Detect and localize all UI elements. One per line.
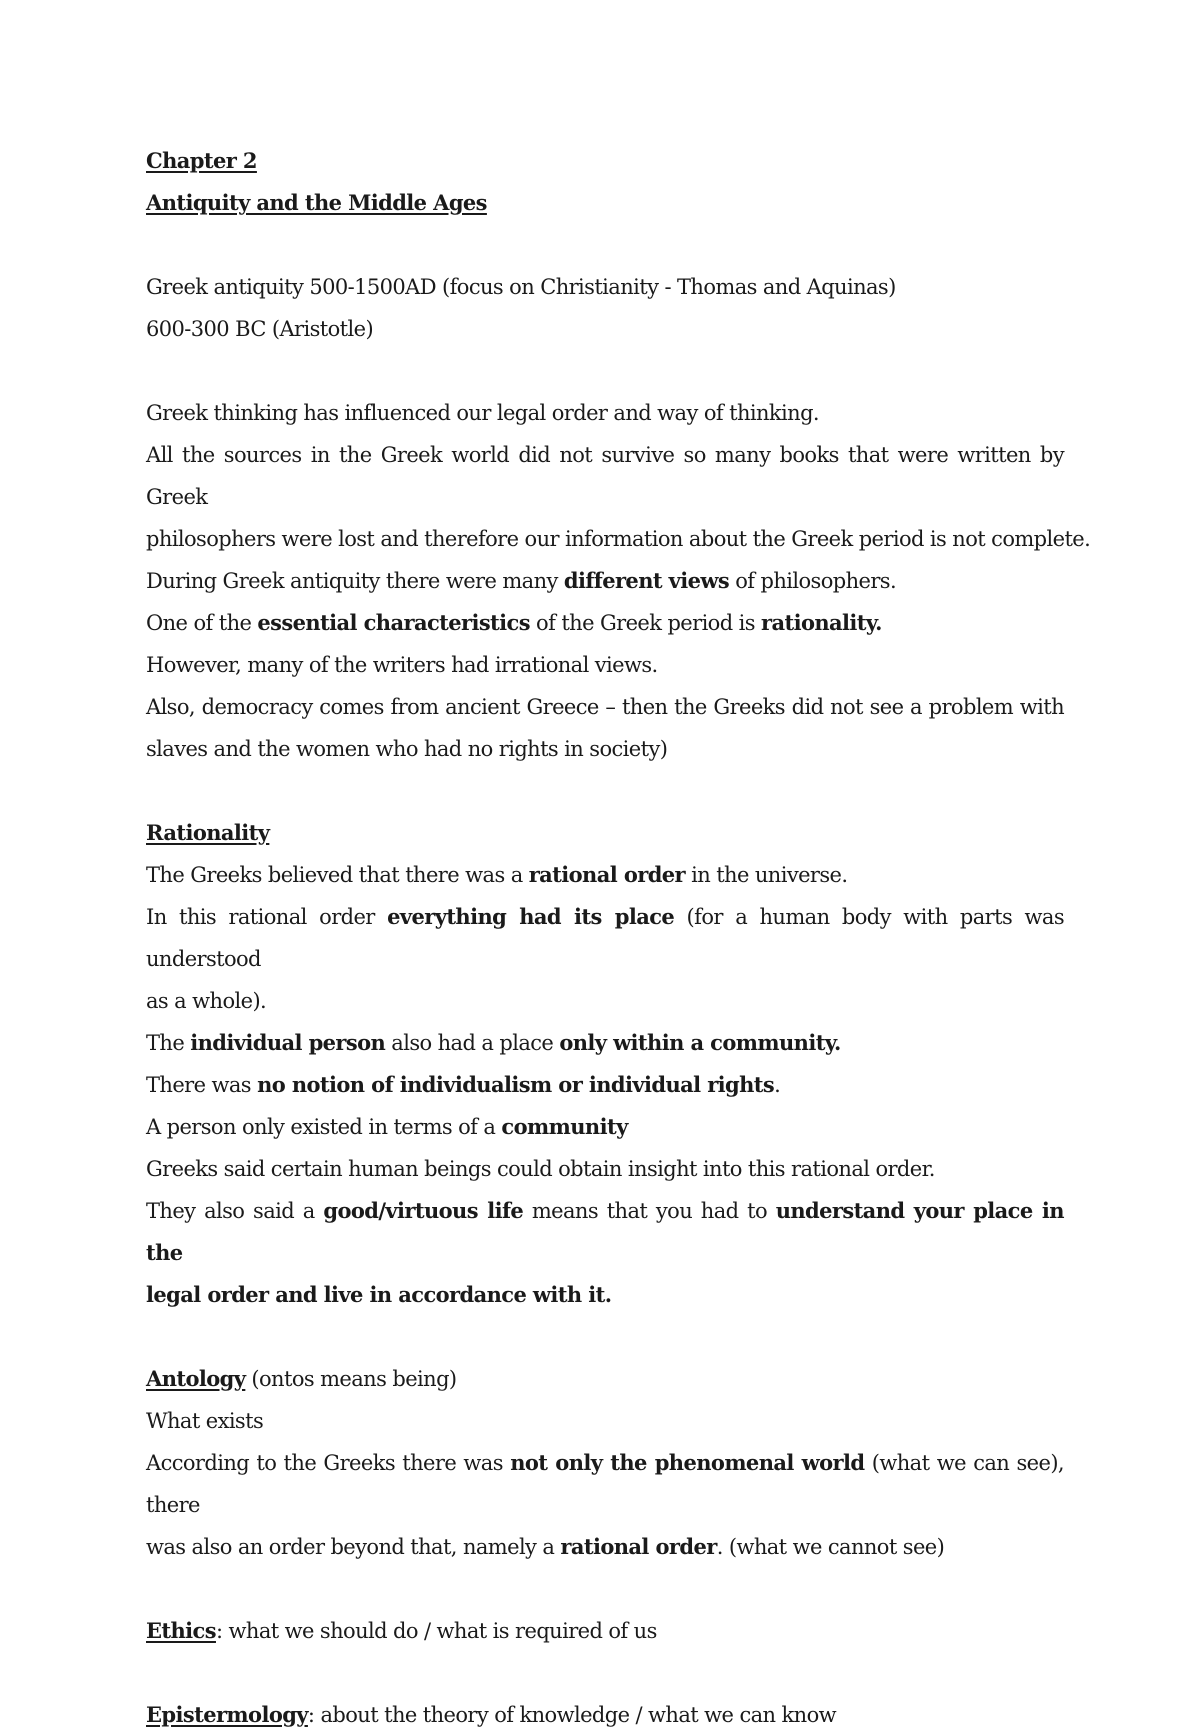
intro-line-2: 600-300 BC (Aristotle) [146,317,374,341]
epistemology-line: Epistermology: about the theory of knowledge / what we can know [146,1702,837,1727]
spacer [146,224,1064,266]
antology-line-3: was also an order beyond that, namely a rational order. (what we cannot see) [146,1534,945,1559]
rationality-line-2: In this rational order everything had its place (for a human body with parts was understood [146,904,1064,971]
spacer [146,1316,1064,1358]
ethics-line: Ethics: what we should do / what is required of us [146,1618,657,1643]
greek-line-4: During Greek antiquity there were many different views of philosophers. [146,568,897,593]
rationality-line-7: Greeks said certain human beings could obtain insight into this rational order. [146,1157,935,1181]
greek-line-3: philosophers were lost and therefore our information about the Greek period is not complete. [146,527,1091,551]
rationality-line-1: The Greeks believed that there was a rational order in the universe. [146,862,848,887]
document-body [146,140,1091,1736]
rationality-line-4: The individual person also had a place only within a community. [146,1030,841,1055]
rationality-line-8: They also said a good/virtuous life means that you had to understand your place in the [146,1198,1064,1265]
spacer [146,350,1064,392]
greek-line-7: Also, democracy comes from ancient Greece – then the Greeks did not see a problem with [146,695,1064,719]
greek-line-6: However, many of the writers had irrational views. [146,653,658,677]
spacer [146,1568,1064,1610]
rationality-heading: Rationality [146,820,270,845]
antology-heading: Antology (ontos means being) [146,1366,457,1391]
antology-line-1: What exists [146,1409,264,1433]
rationality-line-9: legal order and live in accordance with it. [146,1282,612,1307]
chapter-number: Chapter 2 [146,148,257,173]
spacer [146,770,1064,812]
rationality-line-3: as a whole). [146,989,267,1013]
greek-line-1: Greek thinking has influenced our legal order and way of thinking. [146,401,819,425]
greek-line-5: One of the essential characteristics of the Greek period is rationality. [146,610,882,635]
spacer [146,1652,1064,1694]
rationality-line-5: There was no notion of individualism or individual rights. [146,1072,781,1097]
greek-line-8: slaves and the women who had no rights in society) [146,737,668,761]
rationality-line-6: A person only existed in terms of a community [146,1114,628,1139]
intro-line-1: Greek antiquity 500-1500AD (focus on Christianity - Thomas and Aquinas) [146,275,896,299]
antology-line-2: According to the Greeks there was not only the phenomenal world (what we can see), there [146,1450,1064,1517]
greek-line-2: All the sources in the Greek world did not survive so many books that were written by Greek [146,443,1064,509]
chapter-title: Antiquity and the Middle Ages [146,190,487,215]
